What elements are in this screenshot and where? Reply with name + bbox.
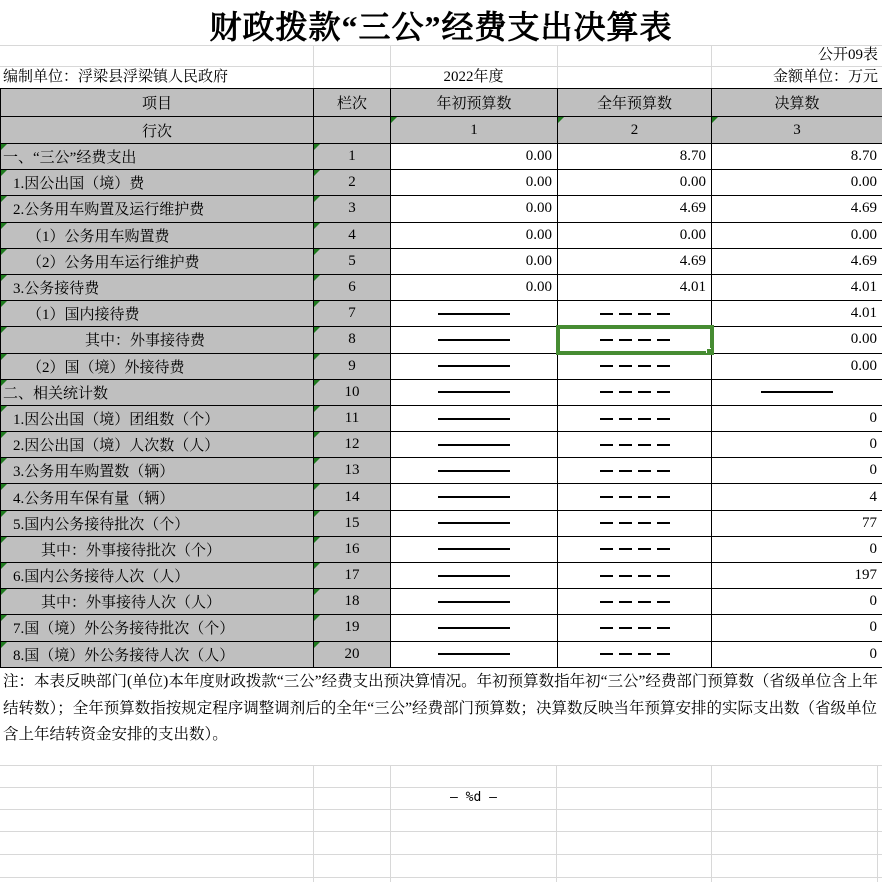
cell-value: 0.00 [525,279,552,296]
value-cell[interactable] [391,510,558,536]
line-number-cell[interactable] [314,563,391,589]
row-label: （2）国（境）外接待费 [27,359,185,376]
dash-placeholder [438,601,510,603]
value-cell[interactable] [558,144,712,170]
col-number-cell[interactable] [712,117,882,144]
value-cell[interactable] [712,274,882,300]
value-cell[interactable] [712,536,882,562]
row-label: 其中：外事接待人次（人） [41,595,222,612]
col-header-item[interactable]: 项目 [1,89,314,117]
error-indicator-icon [314,301,320,307]
cell-value: 8.70 [679,148,706,165]
cell-value: 0 [869,540,877,557]
line-number: 15 [344,514,360,531]
cell-value: 4.01 [679,279,706,296]
fiscal-year: 2022年度 [443,69,504,85]
gridline [390,765,391,882]
cell-value: 8.70 [850,148,877,165]
error-indicator-icon [314,615,320,621]
error-indicator-icon [314,563,320,569]
error-indicator-icon [391,117,397,123]
cell-value: 0 [869,409,877,426]
error-indicator-icon [1,249,7,255]
row-label-cell[interactable] [1,536,314,562]
row-label-cell[interactable] [1,484,314,510]
cell-value: 0.00 [850,174,877,191]
cell-value: 0 [869,619,877,636]
col-number: 3 [793,121,801,138]
dash-placeholder [600,496,670,498]
value-cell[interactable] [391,196,558,222]
dash-placeholder [438,313,510,315]
value-cell[interactable] [712,484,882,510]
cell-value: 77 [862,514,877,531]
row-label-cell[interactable] [1,196,314,222]
dash-placeholder [600,391,670,393]
value-cell[interactable] [391,484,558,510]
error-indicator-icon [314,170,320,176]
value-cell[interactable] [558,379,712,405]
value-cell[interactable] [712,170,882,196]
error-indicator-icon [1,537,7,543]
dash-placeholder [438,470,510,472]
value-cell[interactable] [391,641,558,667]
row-label-cell[interactable] [1,458,314,484]
row-label-cell[interactable] [1,641,314,667]
value-cell[interactable] [712,353,882,379]
dash-placeholder [600,339,670,341]
cell-value: 0.00 [850,331,877,348]
line-number-cell[interactable] [314,484,391,510]
row-label: （1）国内接待费 [27,307,140,324]
value-cell[interactable] [558,510,712,536]
line-number-cell[interactable] [314,641,391,667]
row-label-cell[interactable] [1,432,314,458]
error-indicator-icon [1,589,7,595]
error-indicator-icon [558,117,564,123]
cell-value: 0 [869,593,877,610]
value-cell[interactable] [558,222,712,248]
line-number-cell[interactable] [314,222,391,248]
value-cell[interactable] [391,248,558,274]
line-number: 20 [344,645,360,662]
cell-value: 197 [854,567,877,584]
sheet-code: 公开09表 [817,47,878,63]
value-cell[interactable] [391,222,558,248]
row-label: 6.国内公务接待人次（人） [13,569,190,586]
cell-value: 0.00 [525,174,552,191]
dash-placeholder [438,339,510,341]
dash-placeholder [438,522,510,524]
line-number: 6 [348,279,356,296]
amount-unit: 金额单位：万元 [772,69,878,85]
col-number: 1 [470,121,478,138]
error-indicator-icon [1,406,7,412]
error-indicator-icon [314,223,320,229]
dash-placeholder [438,365,510,367]
error-indicator-icon [1,484,7,490]
line-number-cell[interactable] [314,274,391,300]
table-row [1,379,882,405]
value-cell[interactable] [558,641,712,667]
fill-handle[interactable] [706,348,712,354]
error-indicator-icon [1,170,7,176]
value-cell[interactable] [558,353,712,379]
error-indicator-icon [314,275,320,281]
line-number: 19 [344,619,360,636]
dash-placeholder [438,548,510,550]
dash-placeholder [600,575,670,577]
table-row [1,536,882,562]
error-indicator-icon [314,249,320,255]
table-row [1,353,882,379]
cell-value: 0 [869,436,877,453]
col-header-col_no[interactable]: 栏次 [314,89,391,117]
value-cell[interactable] [391,144,558,170]
value-cell[interactable] [712,589,882,615]
table-row [1,196,882,222]
error-indicator-icon [314,537,320,543]
table-note: 注：本表反映部门(单位)本年度财政拨款“三公”经费支出预决算情况。年初预算数指年初“三公”经费部门预算数（省级单位含上年结转数）；全年预算数指按规定程序调整调剂后的全年“三公”经费部门预算数；决算数反映当年预算安排的实际支出数（省级单位含上年结转资金安排的支出数）。 [3,673,878,743]
dash-placeholder [600,444,670,446]
row-label-cell[interactable] [1,222,314,248]
table-row [1,458,882,484]
row-label: 2.因公出国（境）人次数（人） [13,438,220,455]
error-indicator-icon [1,380,7,386]
value-cell[interactable] [391,615,558,641]
error-indicator-icon [1,301,7,307]
value-cell[interactable] [558,484,712,510]
dash-placeholder [600,470,670,472]
value-cell[interactable] [712,379,882,405]
row-label-cell[interactable] [1,563,314,589]
cell-value: 4.69 [679,252,706,269]
row-label: （1）公务用车购置费 [27,228,170,245]
row-label-cell[interactable] [1,170,314,196]
cell-value: 0.00 [525,200,552,217]
line-number: 10 [344,383,360,400]
line-number: 16 [344,540,360,557]
error-indicator-icon [314,327,320,333]
row-label-cell[interactable] [1,379,314,405]
table-row [1,144,882,170]
table-row [1,432,882,458]
cell-value: 0.00 [679,226,706,243]
row-label: 4.公务用车保有量（辆） [13,490,175,507]
line-number: 14 [344,488,360,505]
gridline [0,854,882,855]
row-label: 二、相关统计数 [3,385,109,402]
line-number-cell[interactable] [314,327,391,353]
line-number: 5 [348,252,356,269]
value-cell[interactable] [558,405,712,431]
table-row [1,563,882,589]
error-indicator-icon [712,117,718,123]
row-label: 8.国（境）外公务接待人次（人） [13,647,235,664]
value-cell[interactable] [712,222,882,248]
error-indicator-icon [1,615,7,621]
cell-value: 4.01 [850,279,877,296]
value-cell[interactable] [712,458,882,484]
error-indicator-icon [314,642,320,648]
value-cell[interactable] [391,379,558,405]
error-indicator-icon [314,144,320,150]
col-header-initial_budget[interactable]: 年初预算数 [391,89,558,117]
error-indicator-icon [314,458,320,464]
line-number-cell[interactable] [314,353,391,379]
dash-placeholder [600,548,670,550]
dash-placeholder [438,575,510,577]
dash-placeholder [438,418,510,420]
row-label-cell[interactable] [1,353,314,379]
row-no-label-cell[interactable]: 行次 [1,117,314,144]
value-cell[interactable] [558,589,712,615]
error-indicator-icon [1,432,7,438]
row-label-cell[interactable] [1,144,314,170]
table-row [1,170,882,196]
prepared-by: 编制单位：浮梁县浮梁镇人民政府 [3,69,229,85]
error-indicator-icon [1,275,7,281]
line-number-cell[interactable] [314,510,391,536]
row-label-cell[interactable] [1,301,314,327]
value-cell[interactable] [391,563,558,589]
error-indicator-icon [1,563,7,569]
row-label: 一、“三公”经费支出 [3,150,137,167]
cell-value: 0 [869,462,877,479]
table-row [1,248,882,274]
error-indicator-icon [1,327,7,333]
gridline [313,765,314,882]
line-number-cell[interactable] [314,405,391,431]
error-indicator-icon [1,642,7,648]
value-cell[interactable] [712,641,882,667]
cell-value: 0.00 [525,148,552,165]
line-number: 13 [344,462,360,479]
line-number-cell[interactable] [314,196,391,222]
value-cell[interactable] [712,248,882,274]
dash-placeholder [438,653,510,655]
col-number: 2 [630,121,639,138]
value-cell[interactable] [391,405,558,431]
dash-placeholder [438,391,510,393]
table-row [1,274,882,300]
row-label-cell[interactable] [1,589,314,615]
line-number: 17 [344,567,360,584]
line-number: 4 [348,226,356,243]
error-indicator-icon [1,458,7,464]
line-number-cell[interactable] [314,458,391,484]
page-number-placeholder: — %d — [450,790,497,805]
line-number-cell[interactable] [314,589,391,615]
error-indicator-icon [314,511,320,517]
table-info-row [0,66,882,88]
error-indicator-icon [1,223,7,229]
dash-placeholder [600,522,670,524]
col-number-cell[interactable] [391,117,558,144]
table-row [1,510,882,536]
row-label: 3.公务接待费 [13,281,100,298]
gridline [0,765,882,766]
line-number: 12 [344,436,360,453]
gridline [0,831,882,832]
line-number: 18 [344,593,360,610]
value-cell[interactable] [558,536,712,562]
error-indicator-icon [1,511,7,517]
line-number-cell[interactable] [314,170,391,196]
selected-cell[interactable] [558,327,712,353]
row-label: 其中：外事接待费 [85,333,206,350]
table-row [1,327,882,353]
empty-cell[interactable] [314,117,391,144]
value-cell[interactable] [558,458,712,484]
dash-placeholder [438,496,510,498]
line-number-cell[interactable] [314,379,391,405]
line-number: 8 [348,331,356,348]
line-number-cell[interactable] [314,144,391,170]
page-title: 财政拨款“三公”经费支出决算表 [209,9,673,45]
row-label: 1.因公出国（境）团组数（个） [13,411,220,428]
line-number-cell[interactable] [314,615,391,641]
line-number: 11 [344,409,360,426]
value-cell[interactable] [391,327,558,353]
value-cell[interactable] [712,510,882,536]
line-number: 9 [348,357,356,374]
line-number-cell[interactable] [314,248,391,274]
table-row [1,615,882,641]
table-row [1,405,882,431]
value-cell[interactable] [391,170,558,196]
cell-value: 4 [869,488,877,505]
col-header-final_accounts[interactable]: 决算数 [712,89,882,117]
gridline [0,877,882,878]
error-indicator-icon [1,144,7,150]
row-label: 其中：外事接待批次（个） [41,542,222,559]
cell-value: 4.69 [679,200,706,217]
value-cell[interactable] [558,170,712,196]
gridline [556,765,557,882]
table-row [1,641,882,667]
error-indicator-icon [314,354,320,360]
table-row [1,589,882,615]
row-label: 2.公务用车购置及运行维护费 [13,202,205,219]
value-cell[interactable] [558,432,712,458]
line-number: 3 [348,200,356,217]
table-row [1,484,882,510]
value-cell[interactable] [712,301,882,327]
value-cell[interactable] [391,589,558,615]
value-cell[interactable] [712,615,882,641]
row-label: （2）公务用车运行维护费 [27,254,200,271]
cell-value: 0.00 [525,226,552,243]
value-cell[interactable] [391,274,558,300]
value-cell[interactable] [558,563,712,589]
error-indicator-icon [314,589,320,595]
table-row [1,222,882,248]
error-indicator-icon [314,484,320,490]
error-indicator-icon [1,354,7,360]
error-indicator-icon [314,406,320,412]
value-cell[interactable] [391,301,558,327]
row-label-cell[interactable] [1,615,314,641]
cell-value: 0.00 [525,252,552,269]
value-cell[interactable] [391,458,558,484]
line-number: 7 [348,305,356,322]
line-number-cell[interactable] [314,301,391,327]
row-label: 7.国（境）外公务接待批次（个） [13,621,235,638]
error-indicator-icon [1,196,7,202]
dash-placeholder [600,418,670,420]
line-number-cell[interactable] [314,432,391,458]
dash-placeholder [600,601,670,603]
dash-placeholder [600,365,670,367]
gridline [711,765,712,882]
dash-placeholder [761,391,833,393]
row-label-cell[interactable] [1,248,314,274]
value-cell[interactable] [712,327,882,353]
value-cell[interactable] [712,432,882,458]
row-label-cell[interactable] [1,274,314,300]
value-cell[interactable] [712,196,882,222]
value-cell[interactable] [391,432,558,458]
dash-placeholder [600,313,670,315]
line-number-cell[interactable] [314,536,391,562]
row-label: 1.因公出国（境）费 [13,176,145,193]
dash-placeholder [600,627,670,629]
error-indicator-icon [314,196,320,202]
cell-value: 0.00 [679,174,706,191]
row-label-cell[interactable] [1,510,314,536]
line-number: 1 [348,148,356,165]
row-label: 3.公务用车购置数（辆） [13,464,175,481]
cell-value: 4.69 [850,200,877,217]
value-cell[interactable] [712,405,882,431]
col-header-full_year_budget[interactable]: 全年预算数 [558,89,712,117]
value-cell[interactable] [712,563,882,589]
table-row [1,301,882,327]
gridline [0,809,882,810]
line-number: 2 [348,174,356,191]
value-cell[interactable] [391,536,558,562]
dash-placeholder [438,444,510,446]
cell-value: 4.69 [850,252,877,269]
col-number-cell[interactable] [558,117,712,144]
value-cell[interactable] [558,274,712,300]
cell-value: 4.01 [850,305,877,322]
value-cell[interactable] [558,615,712,641]
value-cell[interactable] [558,248,712,274]
error-indicator-icon [314,432,320,438]
value-cell[interactable] [558,196,712,222]
three-public-expenses-table [0,88,882,668]
cell-value: 0.00 [850,226,877,243]
value-cell[interactable] [712,144,882,170]
cell-value: 0.00 [850,357,877,374]
error-indicator-icon [314,380,320,386]
dash-placeholder [438,627,510,629]
row-label-cell[interactable] [1,327,314,353]
row-label: 5.国内公务接待批次（个） [13,516,190,533]
row-label-cell[interactable] [1,405,314,431]
value-cell[interactable] [391,353,558,379]
cell-value: 0 [869,645,877,662]
gridline [877,765,878,882]
value-cell[interactable] [558,301,712,327]
dash-placeholder [600,653,670,655]
